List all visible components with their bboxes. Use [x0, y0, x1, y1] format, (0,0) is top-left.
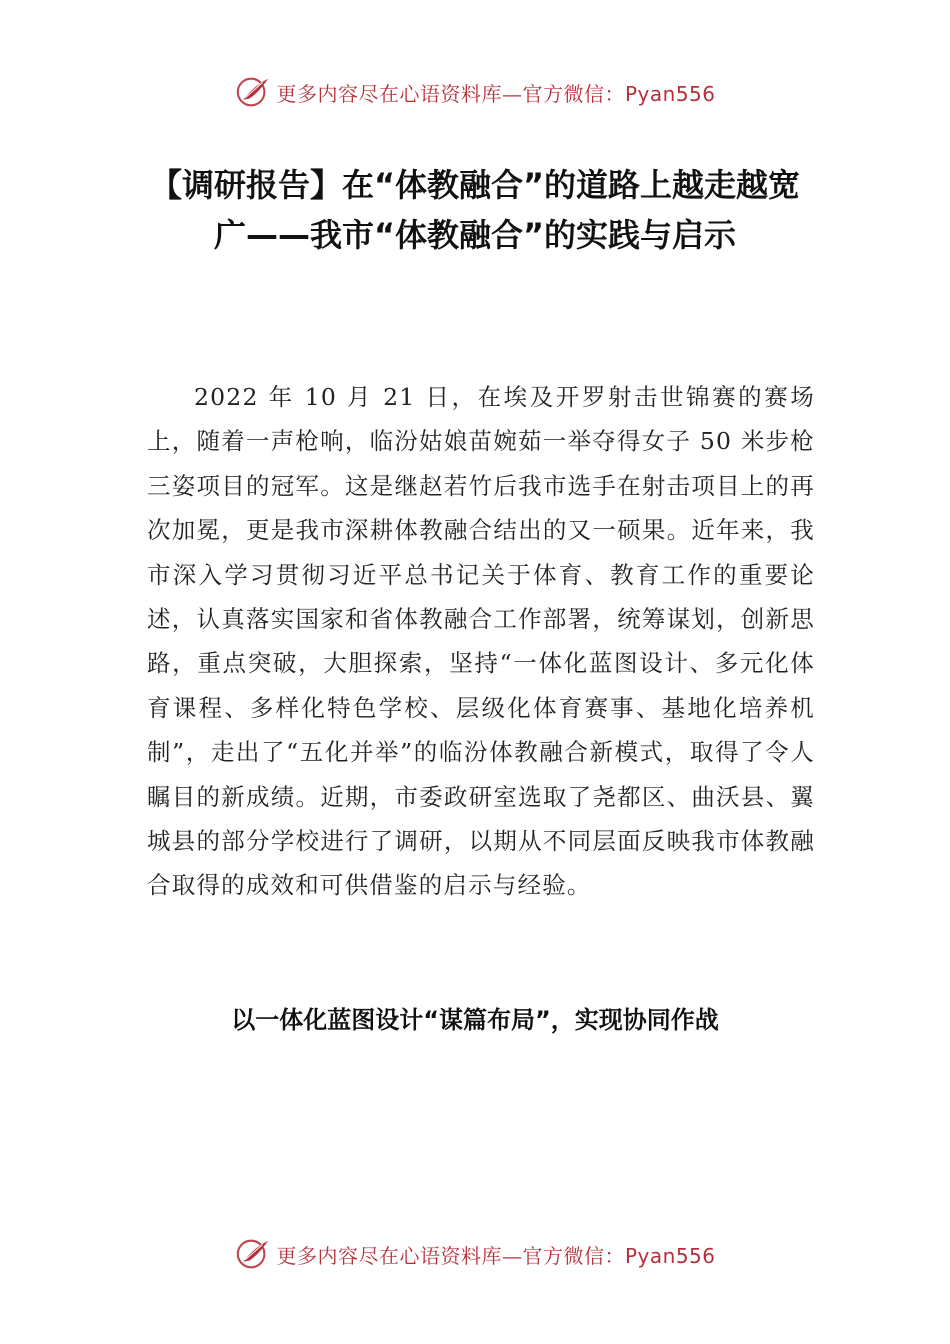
feather-circle-logo-icon [234, 73, 272, 111]
body-paragraph: 2022 年 10 月 21 日，在埃及开罗射击世锦赛的赛场上，随着一声枪响，临汾姑娘苗婉茹一举夺得女子 50 米步枪三姿项目的冠军。这是继赵若竹后我市选手在射击项目上的再次加冕，更是我市深耕体教融合结出的又一硕果。近年来，我市深入学习贯彻习近平总书记关于体育、教育工作的重要论述，认真落实国家和省体教融合工作部署，统筹谋划，创新思路，重点突破，大胆探索，坚持“一体化蓝图设计、多元化体育课程、多样化特色学校、层级化体育赛事、基地化培养机制”，走出了“五化并举”的临汾体教融合新模式，取得了令人瞩目的新成绩。近期，市委政研室选取了尧都区、曲沃县、翼城县的部分学校进行了调研，以期从不同层面反映我市体教融合取得的成效和可供借鉴的启示与经验。 [147, 383, 815, 900]
footer-banner [0, 1232, 950, 1276]
banner-text: 更多内容尽在心语资料库—官方微信： [276, 1243, 625, 1268]
banner-text: 更多内容尽在心语资料库—官方微信： [276, 81, 625, 106]
section-heading: 以一体化蓝图设计“谋篇布局”，实现协同作战 [231, 1006, 719, 1034]
header-banner [0, 70, 950, 114]
wechat-id: Pyan556 [624, 81, 716, 106]
wechat-id: Pyan556 [624, 1243, 716, 1268]
document-title: 【调研报告】在“体教融合”的道路上越走越宽广——我市“体教融合”的实践与启示 [149, 166, 801, 254]
feather-circle-logo-icon [234, 1235, 272, 1273]
